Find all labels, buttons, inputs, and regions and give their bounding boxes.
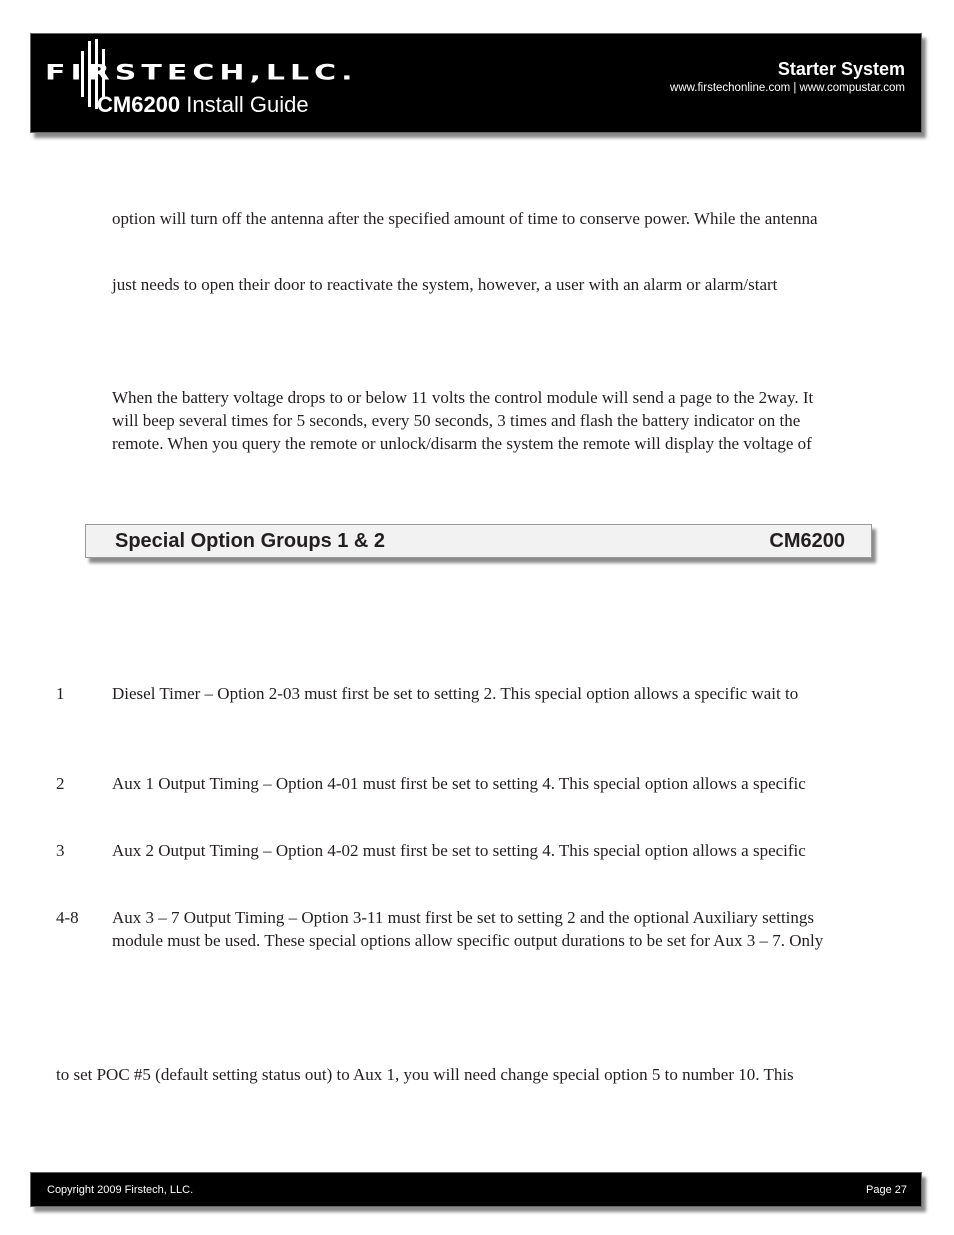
body-line: just needs to open their door to reactivate the system, however, a user with an alarm or alarm/start bbox=[112, 275, 778, 294]
guide-label: Install Guide bbox=[180, 92, 309, 117]
option-number: 2 bbox=[56, 774, 65, 793]
option-text: Aux 3 – 7 Output Timing – Option 3-11 must first be set to setting 2 and the optional Auxiliary settings bbox=[112, 908, 815, 927]
page-header bbox=[30, 33, 922, 133]
option-number: 1 bbox=[56, 684, 65, 703]
body-line: option will turn off the antenna after the specified amount of time to conserve power. While the antenna bbox=[112, 209, 818, 228]
website-links: www.firstechonline.com | www.compustar.com bbox=[670, 82, 905, 94]
guide-model: CM6200 bbox=[97, 92, 181, 117]
guide-title bbox=[97, 92, 309, 118]
body-line: When the battery voltage drops to or below 11 volts the control module will send a page to the 2way. It bbox=[112, 388, 814, 407]
page-number: Page 27 bbox=[866, 1184, 907, 1196]
body-line: to set POC #5 (default setting status out) to Aux 1, you will need change special option 5 to number 10. This bbox=[56, 1065, 794, 1084]
option-text: Aux 2 Output Timing – Option 4-02 must first be set to setting 4. This special option allows a specific bbox=[112, 841, 806, 860]
section-title: Special Option Groups 1 & 2 bbox=[115, 530, 386, 552]
section-model: CM6200 bbox=[769, 530, 845, 552]
option-text: module must be used. These special options allow specific output durations to be set for Aux 3 – 7. Only bbox=[112, 931, 824, 950]
copyright-text: Copyright 2009 Firstech, LLC. bbox=[47, 1184, 194, 1196]
option-text: Aux 1 Output Timing – Option 4-01 must first be set to setting 4. This special option allows a specific bbox=[112, 774, 806, 793]
system-title: Starter System bbox=[777, 59, 905, 79]
page-footer bbox=[30, 1172, 922, 1207]
body-line: remote. When you query the remote or unlock/disarm the system the remote will display the voltage of bbox=[112, 434, 812, 453]
company-logo: FIRSTECH,LLC. bbox=[45, 59, 358, 86]
option-number: 4-8 bbox=[56, 908, 79, 927]
body-line: will beep several times for 5 seconds, every 50 seconds, 3 times and flash the battery indicator on the bbox=[112, 411, 801, 430]
option-text: Diesel Timer – Option 2-03 must first be set to setting 2. This special option allows a specific wait to bbox=[112, 684, 799, 703]
option-number: 3 bbox=[56, 841, 65, 860]
section-heading-bar bbox=[85, 524, 872, 558]
